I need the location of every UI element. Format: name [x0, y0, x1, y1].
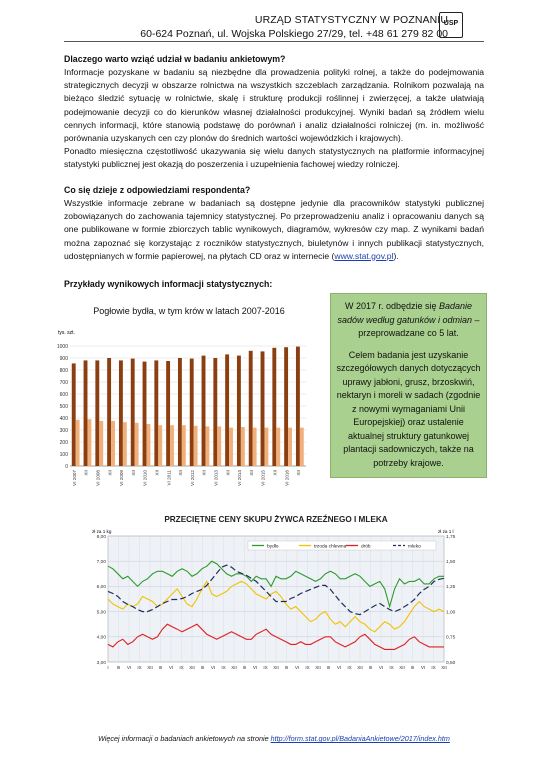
- section-heading: Dlaczego warto wziąć udział w badaniu ankietowym?: [64, 54, 286, 64]
- section-why-participate: [64, 53, 484, 172]
- bar: [87, 419, 91, 466]
- y-right-tick-label: 1,00: [446, 610, 456, 616]
- bar: [288, 428, 292, 466]
- x-tick-label: XII: [189, 665, 195, 670]
- bar: [296, 347, 300, 466]
- x-tick-label: III: [158, 665, 163, 670]
- x-tick-label: VI 2007: [71, 470, 77, 486]
- bar: [107, 358, 111, 466]
- x-tick-label: XII: [248, 470, 254, 476]
- section-heading: Co się dzieje z odpowiedziami respondenta?: [64, 185, 251, 195]
- x-tick-label: IX: [179, 665, 184, 670]
- x-tick-label: IX: [347, 665, 352, 670]
- y-tick-label: 1000: [56, 343, 68, 350]
- bar: [202, 356, 206, 466]
- bar: [76, 420, 80, 466]
- x-tick-label: IX: [431, 665, 436, 670]
- bar: [146, 424, 150, 466]
- x-tick-label: XII: [231, 665, 237, 670]
- bar: [158, 425, 162, 466]
- legend-label: trzoda chlewna: [314, 544, 347, 550]
- y-tick-label: 400: [59, 415, 68, 422]
- bar: [272, 348, 276, 466]
- legend-label: mleko: [408, 544, 421, 550]
- y-left-tick-label: 4,00: [96, 635, 106, 641]
- x-tick-label: VI 2011: [166, 470, 172, 486]
- section-heading: Przykłady wynikowych informacji statystycznych:: [64, 279, 273, 289]
- x-tick-label: VI: [378, 665, 384, 670]
- announcement-text-end: – przeprowadzane co 5 lat.: [358, 314, 480, 338]
- x-tick-label: XII: [357, 665, 363, 670]
- x-tick-label: III: [200, 665, 205, 670]
- bar: [99, 421, 103, 466]
- legend: [248, 541, 436, 550]
- y-right-tick-label: 0,50: [446, 660, 456, 666]
- y-right-tick-label: 0,75: [446, 635, 456, 641]
- paragraph: [64, 197, 484, 263]
- x-tick-label: VI 2008: [95, 470, 101, 486]
- y-left-tick-label: 3,00: [96, 660, 106, 666]
- x-tick-label: VI 2016: [284, 470, 290, 486]
- x-tick-label: III: [242, 665, 247, 670]
- x-tick-label: III: [368, 665, 373, 670]
- bar: [261, 351, 265, 466]
- x-tick-label: VI 2010: [142, 470, 148, 486]
- x-tick-label: III: [284, 665, 289, 670]
- y-axis-right-label: zł za 1 l: [438, 529, 454, 534]
- x-tick-label: XII: [273, 665, 279, 670]
- bar: [178, 358, 182, 466]
- x-tick-label: VI 2015: [260, 470, 266, 486]
- y-left-tick-label: 5,00: [96, 610, 106, 616]
- bar: [190, 359, 194, 466]
- paragraph: Ponadto miesięczna częstotliwość ukazywania się wielu danych statystycznych na platformie informacyjnej statystyki publicznej jest okazją do poszerzenia i uzupełnienia fachowej wiedzy rolniczej.: [64, 146, 484, 170]
- y-right-tick-label: 1,75: [446, 534, 456, 540]
- bar: [119, 360, 123, 466]
- bar: [249, 351, 253, 466]
- bar: [229, 428, 233, 466]
- x-tick-label: VI 2013: [213, 470, 219, 486]
- x-tick-label: XII: [201, 470, 207, 476]
- x-tick-label: VI: [420, 665, 426, 670]
- paragraph: Informacje pozyskane w badaniu są niezbędne dla prowadzenia polityki rolnej, a także do podejmowania strategicznych decyzji w obszarze rolnictwa na wszystkich szczeblach zarządzania. Rolnikom pozwalają na bieżąco śledzić sytuację w rolnictwie, skalę i strukturę produkcji roślinnej i zwierzęcej, a także ułatwiają podejmowanie decyzji co do kierunków własnej działalności produkcyjnej. Wyniki badań są źródłem wielu cennych informacji, które stanowią podstawę do porównań i analiz działalności rolniczej (m. in. możliwość porównania uzyskanych cen czy plonów do średnich wartości wojewódzkich i krajowych).: [64, 67, 484, 144]
- y-left-tick-label: 8,00: [96, 534, 106, 540]
- y-tick-label: 700: [59, 379, 68, 386]
- section-examples: [64, 278, 484, 291]
- bar: [241, 427, 245, 466]
- y-tick-label: 300: [59, 427, 68, 434]
- paragraph-text: Wszystkie informacje zebrane w badaniach są dostępne jedynie dla pracowników statystyki publicznej zobowiązanych do zachowania tajemnicy statystycznej. Po przeprowadzeniu analiz i opracowaniu danych są one publikowane w formie zbiorczych tablic wynikowych, diagramów, wykresów czy map. Z wynikami badań można zapoznać się korzystając z roczników statystycznych, biuletynów i innych publikacji statystycznych, udostępnianych w formie papierowej, na płytach CD oraz w internecie (: [64, 198, 484, 261]
- y-tick-label: 800: [59, 367, 68, 374]
- y-tick-label: 100: [59, 451, 68, 458]
- x-tick-label: VI: [252, 665, 258, 670]
- y-axis-label: tys. szt.: [58, 330, 75, 336]
- bar: [205, 426, 209, 466]
- bar: [253, 428, 257, 466]
- x-tick-label: XII: [441, 665, 447, 670]
- x-tick-label: XII: [296, 470, 302, 476]
- y-left-tick-label: 7,00: [96, 560, 106, 565]
- x-tick-label: XII: [178, 470, 184, 476]
- footer-note: [64, 734, 484, 743]
- bar: [123, 422, 127, 466]
- office-address: 60-624 Poznań, ul. Wojska Polskiego 27/29, tel. +48 61 279 82 00: [140, 28, 448, 40]
- y-tick-label: 0: [65, 463, 68, 470]
- x-tick-label: VI: [210, 665, 216, 670]
- legend-label: bydło: [267, 544, 279, 550]
- bar: [217, 426, 221, 466]
- bar: [135, 423, 139, 466]
- x-tick-label: I: [107, 665, 109, 670]
- bar: [154, 360, 158, 466]
- bar: [131, 359, 135, 466]
- x-tick-label: IX: [305, 665, 310, 670]
- bar: [182, 425, 186, 466]
- x-tick-label: XII: [83, 470, 89, 476]
- x-tick-label: XII: [399, 665, 405, 670]
- footer-text: Więcej informacji o badaniach ankietowych na stronie: [98, 734, 271, 743]
- y-tick-label: 900: [59, 355, 68, 362]
- x-tick-label: XII: [154, 470, 160, 476]
- y-tick-label: 200: [59, 439, 68, 446]
- bar: [143, 362, 147, 466]
- office-logo: [439, 12, 463, 38]
- x-tick-label: XII: [130, 470, 136, 476]
- footer-link[interactable]: http://form.stat.gov.pl/BadaniaAnkietowe/2017/index.htm: [270, 734, 450, 743]
- cattle-bar-chart: [56, 326, 318, 502]
- prices-line-chart: [84, 510, 472, 705]
- x-tick-label: VI 2012: [189, 470, 195, 486]
- bar: [284, 347, 288, 466]
- y-right-tick-label: 1,50: [446, 560, 456, 565]
- office-name: URZĄD STATYSTYCZNY W POZNANIU: [254, 14, 448, 26]
- legend-label: drób: [361, 544, 371, 550]
- x-tick-label: IX: [221, 665, 226, 670]
- x-tick-label: III: [116, 665, 121, 670]
- office-header: [140, 13, 448, 41]
- bar: [95, 360, 99, 466]
- x-tick-label: III: [326, 665, 331, 670]
- header-divider: [64, 41, 484, 42]
- orchard-survey-box: [330, 293, 487, 478]
- x-tick-label: VI: [168, 665, 174, 670]
- x-tick-label: XII: [315, 665, 321, 670]
- x-tick-label: XII: [272, 470, 278, 476]
- x-tick-label: XII: [225, 470, 231, 476]
- x-tick-label: IX: [389, 665, 394, 670]
- chart-title: PRZECIĘTNE CENY SKUPU ŻYWCA RZEŹNEGO I MLEKA: [164, 515, 388, 524]
- bar: [170, 425, 174, 466]
- x-tick-label: VI: [336, 665, 342, 670]
- x-tick-label: VI: [126, 665, 132, 670]
- bar: [300, 428, 304, 466]
- announcement-text: W 2017 r. odbędzie się: [344, 301, 440, 311]
- x-tick-label: VI 2014: [237, 470, 243, 486]
- y-tick-label: 600: [59, 391, 68, 398]
- x-tick-label: IX: [263, 665, 268, 670]
- paragraph-end: ).: [393, 250, 399, 261]
- bar: [276, 428, 280, 466]
- orchard-purpose: Celem badania jest uzyskanie szczegółowych danych dotyczących uprawy jabłoni, grusz, brzoskwiń, nektaryn i moreli w sadach (zgodnie z nowymi wymaganiami Unii Europejskiej) oraz ustalenie aktualnej struktury gatunkowej plantacji sadowniczych, także na potrzeby krajowe.: [336, 349, 481, 468]
- x-tick-label: IX: [137, 665, 142, 670]
- x-tick-label: VI 2009: [119, 470, 125, 486]
- bar: [237, 356, 241, 466]
- logo-text: USP: [443, 20, 459, 27]
- y-right-tick-label: 1,25: [446, 585, 456, 591]
- orchard-announcement: [336, 300, 481, 341]
- survey-name: Badanie sadów według gatunków i odmian: [337, 301, 473, 325]
- stat-gov-link[interactable]: www.stat.gov.pl: [334, 250, 394, 261]
- section-respondent-answers: [64, 184, 484, 263]
- y-left-tick-label: 6,00: [96, 585, 106, 591]
- bar: [72, 363, 76, 466]
- y-axis-left-label: zł za 1 kg: [92, 529, 112, 534]
- bar: [194, 426, 198, 466]
- bar: [213, 358, 217, 466]
- bar: [225, 354, 229, 466]
- bar: [166, 361, 170, 466]
- cattle-chart-title: Pogłowie bydła, w tym krów w latach 2007-2016: [93, 306, 285, 316]
- x-tick-label: XII: [147, 665, 153, 670]
- x-tick-label: VI: [294, 665, 300, 670]
- bar: [111, 421, 115, 466]
- x-tick-label: XII: [107, 470, 113, 476]
- bar: [264, 428, 268, 466]
- bar: [84, 360, 88, 466]
- x-tick-label: III: [410, 665, 415, 670]
- y-tick-label: 500: [59, 403, 68, 410]
